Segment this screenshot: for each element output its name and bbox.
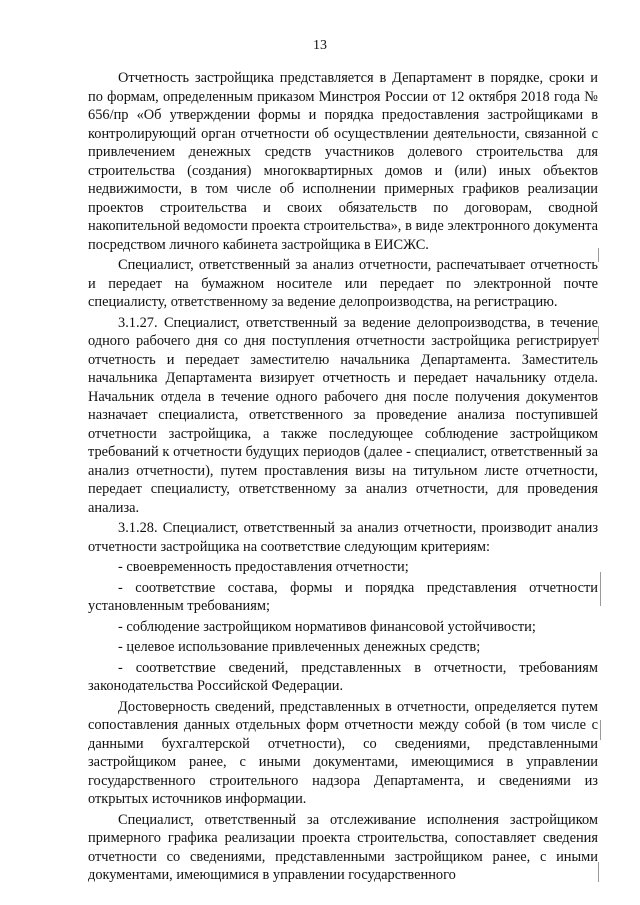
- criterion-targeted-use: - целевое использование привлеченных денежных средств;: [118, 639, 481, 655]
- paragraph-reliability: Достоверность сведений, представленных в отчетности, определяется путем сопоставления данных отдельных форм отчетности между собой (в том числе с данными бухгалтерской отчетности), со сведениями, представленными застройщиком ранее, с иными документами, имеющимися в управлении государственного строительного надзора Департамента, и сведениями из открытых источников информации.: [88, 698, 598, 807]
- paragraph-print-and-transfer: Специалист, ответственный за анализ отчетности, распечатывает отчетность и передает на бумажном носителе или передает по электронной почте специалисту, ответственному за ведение делопроизводства, на регистрацию.: [88, 257, 598, 310]
- scan-mark: [598, 248, 599, 262]
- criterion-composition: - соответствие состава, формы и порядка представления отчетности установленным требованиям;: [88, 579, 598, 614]
- scan-mark: [600, 720, 601, 740]
- scan-mark: [598, 862, 599, 882]
- paragraph-reporting-order: Отчетность застройщика представляется в Департамент в порядке, сроки и по формам, определенным приказом Минстроя России от 12 октября 2018 года № 656/пр «Об утверждении формы и порядка предоставления застройщиками в контролирующий орган отчетности об осуществлении деятельности, связанной с привлечением денежных средств участников долевого строительства для строительства (создания) многоквартирных домов и (или) иных объектов недвижимости, в том числе об исполнении примерных графиков реализации проектов строительства и своих обязательств по договорам, сводной накопительной ведомости проекта строительства», в виде электронного документа посредством личного кабинета застройщика в ЕИСЖС.: [88, 70, 598, 253]
- paragraph-schedule-tracking: Специалист, ответственный за отслеживание исполнения застройщиком примерного графика реализации проекта строительства, сопоставляет сведения отчетности со сведениями, представленными застройщиком ранее, с иными документами, имеющимися в управлении государственного: [88, 811, 598, 883]
- criterion-timeliness: - своевременность предоставления отчетности;: [118, 559, 409, 575]
- criterion-legislation: - соответствие сведений, представленных в отчетности, требованиям законодательства Российской Федерации.: [88, 659, 598, 694]
- scan-mark: [598, 326, 599, 342]
- page-number: 13: [313, 38, 327, 53]
- criterion-financial-stability: - соблюдение застройщиком нормативов финансовой устойчивости;: [118, 618, 536, 635]
- scan-mark: [600, 572, 601, 606]
- paragraph-3-1-28: 3.1.28. Специалист, ответственный за анализ отчетности, производит анализ отчетности застройщика на соответствие следующим критериям:: [88, 520, 598, 555]
- document-body: [88, 69, 598, 885]
- paragraph-3-1-27: 3.1.27. Специалист, ответственный за ведение делопроизводства, в течение одного рабочего дня со дня поступления отчетности застройщика регистрирует отчетность и передает заместителю начальника Департамента. Заместитель начальника Департамента визирует отчетность и передает начальнику отдела. Начальник отдела в течение одного рабочего дня после получения документов назначает специалиста, ответственного за проведение анализа поступившей отчетности застройщика, а также последующее соблюдение застройщиком требований к отчетности будущих периодов (далее - специалист, ответственный за анализ отчетности), путем проставления визы на титульном листе отчетности, передает специалисту, ответственному за анализ отчетности, для проведения анализа.: [88, 314, 598, 516]
